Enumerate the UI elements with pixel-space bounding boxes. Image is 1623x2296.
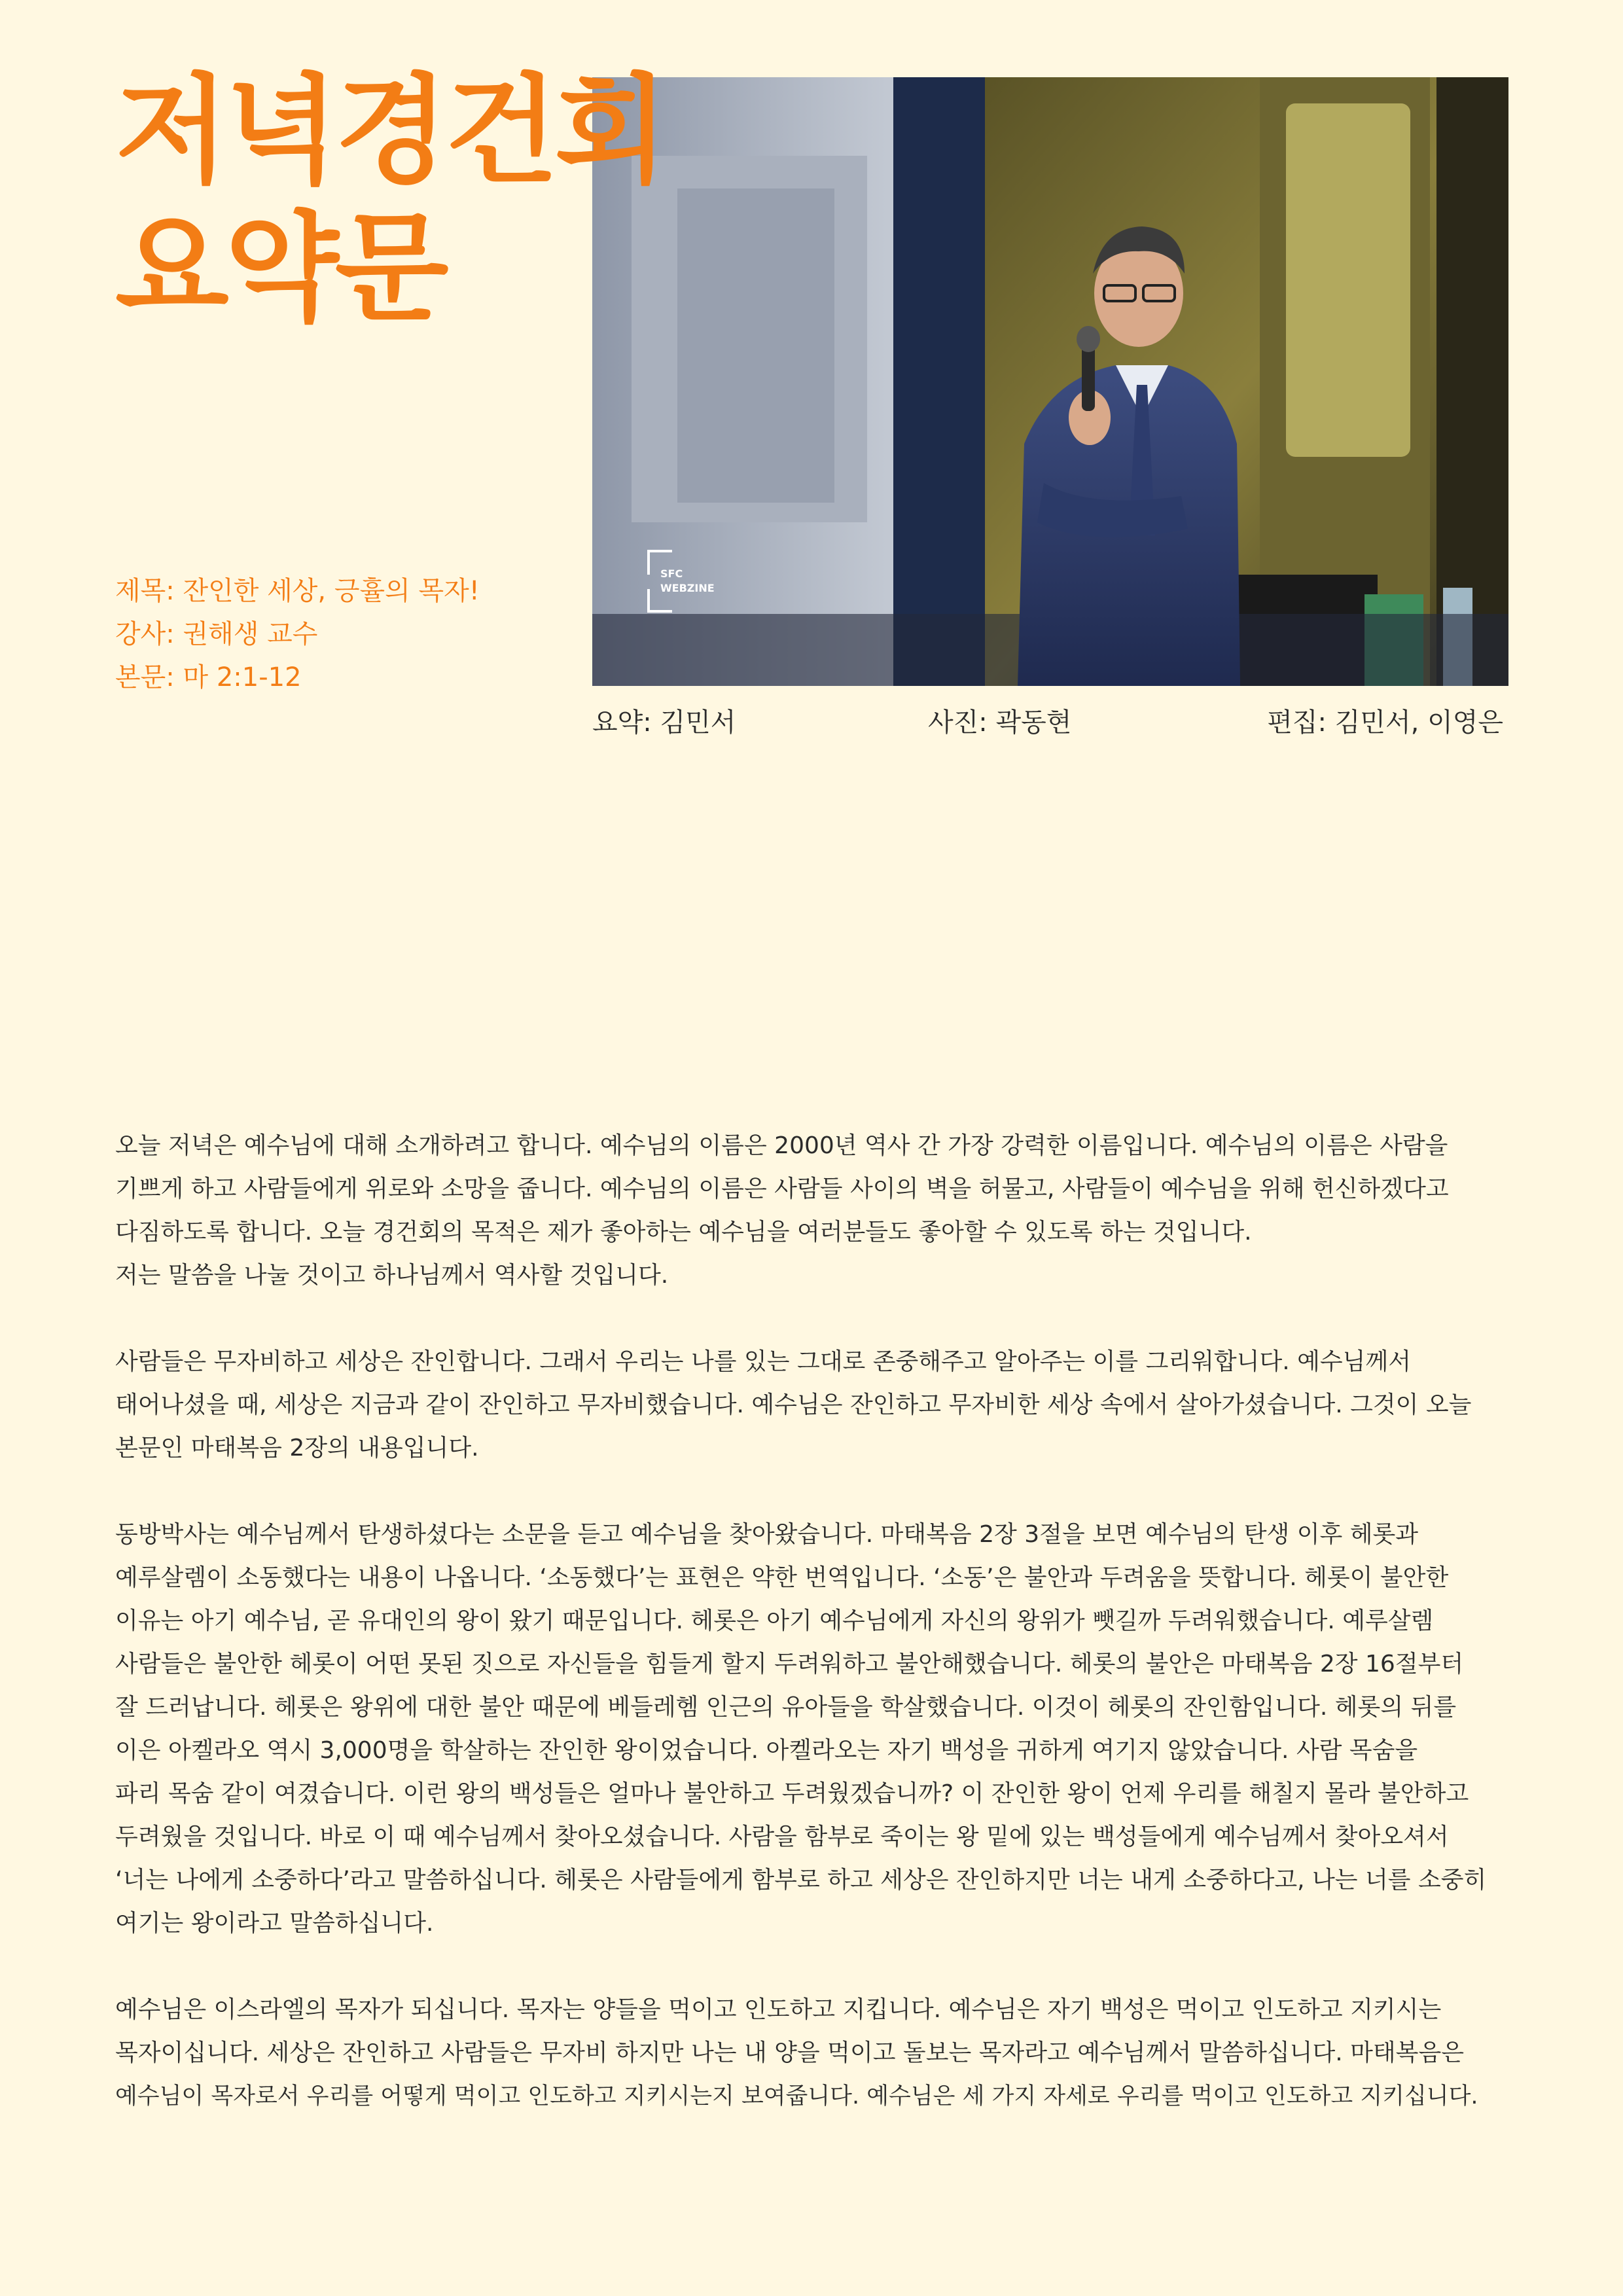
sermon-info (115, 569, 480, 699)
text-line: 본문인 마태복음 2장의 내용입니다. (115, 1435, 479, 1462)
paragraph-2 (115, 1340, 1516, 1470)
text-line: 동방박사는 예수님께서 탄생하셨다는 소문을 듣고 예수님을 찾아왔습니다. 마태복음 2장 3절을 보면 예수님의 탄생 이후 헤롯과 (115, 1521, 1419, 1548)
credit-summary: 요약: 김민서 (592, 708, 736, 738)
article-body (115, 1124, 1516, 2161)
text-line: 사람들은 불안한 헤롯이 어떤 못된 짓으로 자신들을 힘들게 할지 두려워하고 불안해했습니다. 헤롯의 불안은 마태복음 2장 16절부터 (115, 1651, 1464, 1677)
credit-photo: 사진: 곽동현 (928, 708, 1072, 738)
text-line: 예수님이 목자로서 우리를 어떻게 먹이고 인도하고 지키시는지 보여줍니다. 예수님은 세 가지 자세로 우리를 먹이고 인도하고 지키십니다. (115, 2083, 1478, 2109)
text-line: 다짐하도록 합니다. 오늘 경건회의 목적은 제가 좋아하는 예수님을 여러분들도 좋아할 수 있도록 하는 것입니다. (115, 1219, 1252, 1246)
credits (592, 702, 1508, 741)
text-line: 저는 말씀을 나눌 것이고 하나님께서 역사할 것입니다. (115, 1262, 669, 1289)
text-line: 예루살렘이 소동했다는 내용이 나옵니다. ‘소동했다’는 표현은 약한 번역입니다. ‘소동’은 불안과 두려움을 뜻합니다. 헤롯이 불안한 (115, 1564, 1449, 1591)
text-line: 목자이십니다. 세상은 잔인하고 사람들은 무자비 하지만 나는 내 양을 먹이고 돌보는 목자라고 예수님께서 말씀하십니다. 마태복음은 (115, 2039, 1464, 2066)
text-line: 오늘 저녁은 예수님에 대해 소개하려고 합니다. 예수님의 이름은 2000년 역사 간 가장 강력한 이름입니다. 예수님의 이름은 사람을 (115, 1132, 1448, 1159)
credit-editing: 편집: 김민서, 이영은 (1267, 708, 1503, 738)
watermark-line-1: SFC (660, 567, 683, 580)
paragraph-3 (115, 1513, 1516, 1945)
text-line: 잘 드러납니다. 헤롯은 왕위에 대한 불안 때문에 베들레헴 인근의 유아들을 학살했습니다. 이것이 헤롯의 잔인함입니다. 헤롯의 뒤를 (115, 1694, 1457, 1721)
text-line: 사람들은 무자비하고 세상은 잔인합니다. 그래서 우리는 나를 있는 그대로 존중해주고 알아주는 이를 그리워합니다. 예수님께서 (115, 1348, 1412, 1375)
text-line: 여기는 왕이라고 말씀하십니다. (115, 1910, 434, 1937)
text-line: 이유는 아기 예수님, 곧 유대인의 왕이 왔기 때문입니다. 헤롯은 아기 예수님에게 자신의 왕위가 뺏길까 두려워했습니다. 예루살렘 (115, 1607, 1434, 1634)
title-line-1: 저녁경건회 (115, 63, 665, 200)
text-line: 예수님은 이스라엘의 목자가 되십니다. 목자는 양들을 먹이고 인도하고 지킵니다. 예수님은 자기 백성은 먹이고 인도하고 지키시는 (115, 1996, 1442, 2023)
text-line: 이은 아켈라오 역시 3,000명을 학살하는 잔인한 왕이었습니다. 아켈라오는 자기 백성을 귀하게 여기지 않았습니다. 사람 목숨을 (115, 1737, 1418, 1764)
text-line: 기쁘게 하고 사람들에게 위로와 소망을 줍니다. 예수님의 이름은 사람들 사이의 벽을 허물고, 사람들이 예수님을 위해 헌신하겠다고 (115, 1175, 1449, 1202)
text-line: 두려웠을 것입니다. 바로 이 때 예수님께서 찾아오셨습니다. 사람을 함부로 죽이는 왕 밑에 있는 백성들에게 예수님께서 찾아오셔서 (115, 1823, 1449, 1850)
sermon-scripture: 본문: 마 2:1-12 (115, 662, 302, 692)
speaker-photo (592, 77, 1508, 686)
text-line: ‘너는 나에게 소중하다’라고 말씀하십니다. 헤롯은 사람들에게 함부로 하고 세상은 잔인하지만 너는 내게 소중하다고, 나는 너를 소중히 (115, 1867, 1487, 1893)
paragraph-1 (115, 1124, 1516, 1297)
page-title (115, 63, 664, 338)
text-line: 태어나셨을 때, 세상은 지금과 같이 잔인하고 무자비했습니다. 예수님은 잔인하고 무자비한 세상 속에서 살아가셨습니다. 그것이 오늘 (115, 1391, 1472, 1418)
paragraph-4 (115, 1988, 1516, 2118)
watermark-line-2: WEBZINE (660, 582, 715, 594)
title-line-2: 요약문 (115, 200, 445, 337)
sermon-subject: 제목: 잔인한 세상, 긍휼의 목자! (115, 576, 480, 606)
sermon-speaker: 강사: 권해생 교수 (115, 619, 318, 649)
text-line: 파리 목숨 같이 여겼습니다. 이런 왕의 백성들은 얼마나 불안하고 두려웠겠습니까? 이 잔인한 왕이 언제 우리를 해칠지 몰라 불안하고 (115, 1780, 1469, 1807)
